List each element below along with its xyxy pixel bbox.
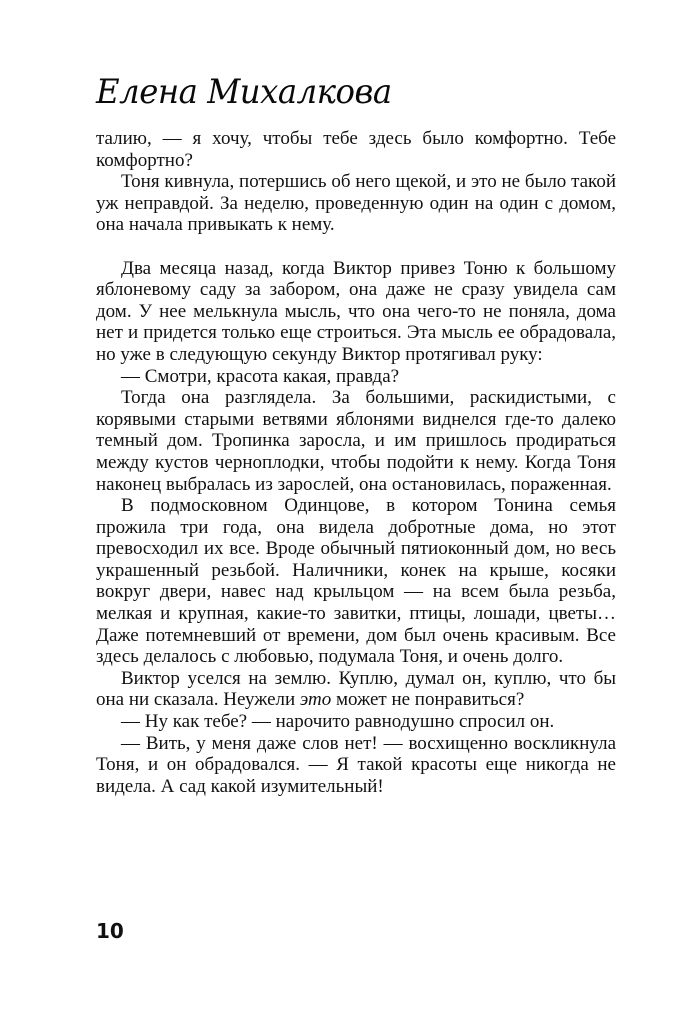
emphasis: это [299,689,332,711]
paragraph: Тогда она разглядела. За большими, раскидистыми, с корявыми старыми ветвями яблонями виднелся где-то далеко темный дом. Тропинка заросла, и им пришлось продираться между кустов черноплодки, чтобы подойти к нему. Когда Тоня наконец выбралась из зарослей, она остановилась, пораженная. [96,387,616,495]
text-run: Виктор уселся на землю. Куплю, думал он, куплю, что бы она ни сказала. Неужели [96,667,616,711]
dialogue-line: — Ну как тебе? — нарочито равнодушно спросил он. [121,711,555,733]
running-head-author: Елена Михалкова [96,72,392,112]
paragraph: Два месяца назад, когда Виктор привез Тоню к большому яблоневому саду за забором, она даже не сразу увидела сам дом. У нее мелькнула мысль, что она чего-то не поняла, дома нет и придется только еще строиться. Эта мысль ее обрадовала, но уже в следующую секунду Виктор протягивал руку: [96,257,616,365]
paragraph: талию, — я хочу, чтобы тебе здесь было комфортно. Тебе комфортно? [96,128,616,171]
paragraph: Тоня кивнула, потершись об него щекой, и это не было такой уж неправдой. За неделю, проведенную один на один с домом, она начала привыкать к нему. [96,171,616,236]
paragraph [96,668,616,711]
dialogue-line: — Смотри, красота какая, правда? [121,365,400,387]
page-number: 10 [96,919,124,943]
text-run: может не понравиться? [331,689,525,711]
paragraph: В подмосковном Одинцове, в котором Тонина семья прожила три года, она видела добротные дома, но этот превосходил их все. Вроде обычный пятиоконный дом, но весь украшенный резьбой. Наличники, конек на крыше, косяки вокруг двери, навес над крыльцом — на всем была резьба, мелкая и крупная, какие-то завитки, птицы, лошади, цветы… Даже потемневший от времени, дом был очень красивым. Все здесь делалось с любовью, подумала Тоня, и очень долго. [96,495,616,668]
dialogue-line: — Вить, у меня даже слов нет! — восхищенно воскликнула Тоня, и он обрадовался. — Я такой красоты еще никогда не видела. А сад какой изумительный! [96,732,616,797]
body-text [96,128,616,797]
